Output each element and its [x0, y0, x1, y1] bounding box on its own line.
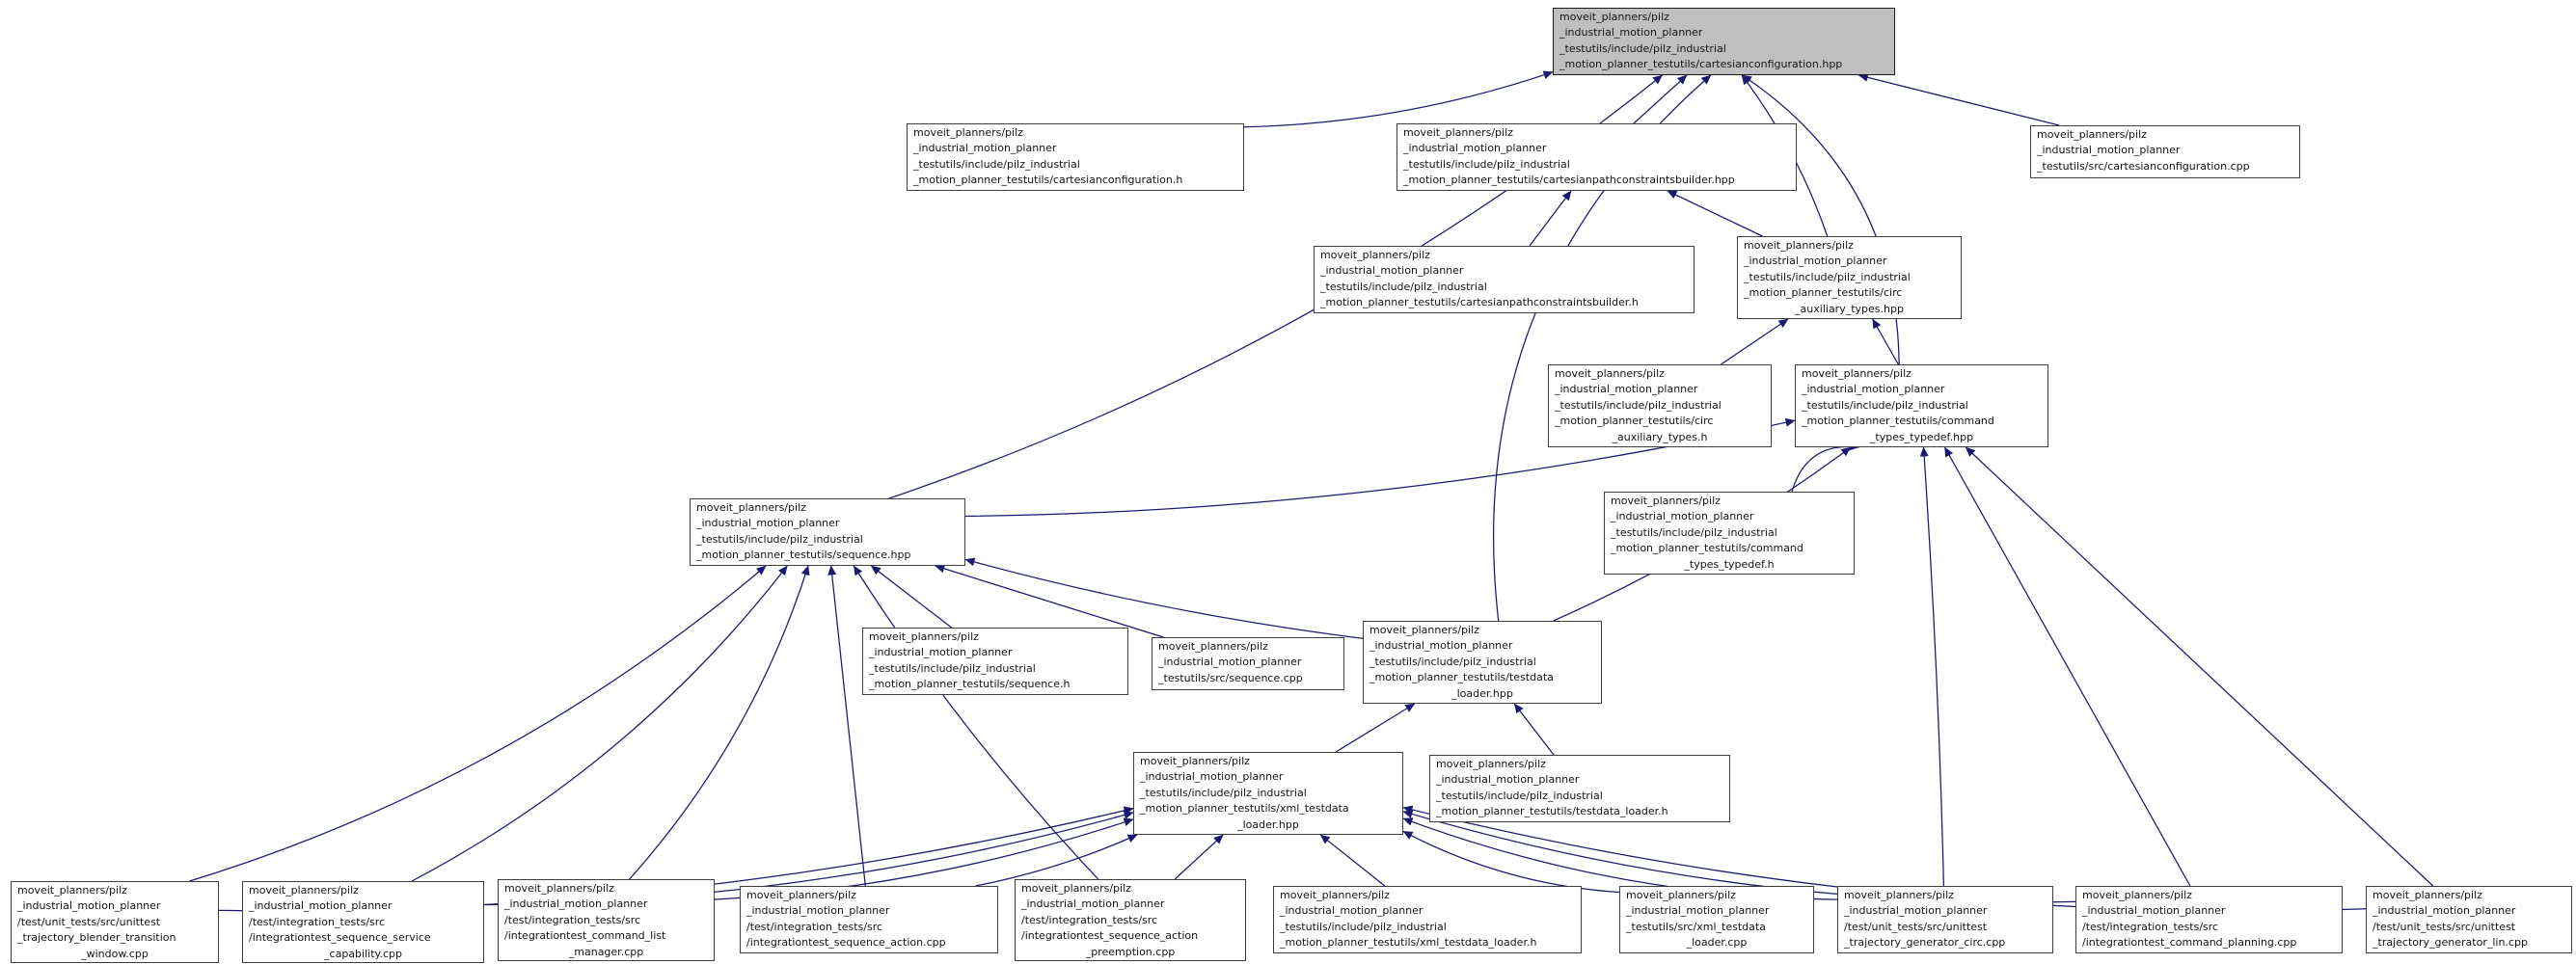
node-cartesianpathconstraintsbuilder-hpp[interactable]	[1396, 123, 1797, 191]
node-unittest-trajectory-generator-circ-cpp[interactable]	[1837, 886, 2053, 953]
node-label-line: _industrial_motion_planner	[869, 646, 1013, 659]
include-edge-integrationtest-command-planning-cpp-to-command-types-typedef-hpp	[1945, 447, 2190, 886]
node-sequence-hpp[interactable]	[690, 498, 965, 566]
include-edge-xml-testdata-loader-hpp-to-testdata-loader-hpp	[1336, 704, 1415, 752]
node-label-line: _industrial_motion_planner	[696, 517, 840, 530]
node-label-line: moveit_planners/pilz	[2373, 889, 2482, 901]
node-label-line: /integrationtest_command_planning.cpp	[2082, 936, 2297, 950]
node-label-line: _industrial_motion_planner	[1140, 770, 1284, 784]
node-label-line: /test/integration_tests/src	[2082, 920, 2219, 933]
node-label-line: _testutils/include/pilz_industrial	[1559, 41, 1726, 55]
node-xml-testdata-loader-cpp[interactable]	[1619, 886, 1814, 953]
node-integrationtest-sequence-action-preemption-cpp[interactable]	[1015, 879, 1246, 961]
node-label-line: moveit_planners/pilz	[746, 889, 856, 901]
node-label-line: moveit_planners/pilz	[2082, 889, 2192, 901]
node-label-line: _motion_planner_testutils/cartesianpathconstraintsbuilder.h	[1320, 296, 1639, 309]
node-label-line: _motion_planner_testutils/sequence.h	[869, 678, 1071, 691]
node-label-line: _motion_planner_testutils/testdata_loader.h	[1436, 805, 1668, 818]
node-label-line: _auxiliary_types.h	[1612, 430, 1708, 443]
include-edge-integrationtest-command-list-manager-cpp-to-sequence-hpp	[630, 566, 808, 879]
include-edge-integrationtest-sequence-action-preemption-cpp-to-xml-testdata-loader-hpp	[1175, 835, 1223, 879]
node-integrationtest-command-planning-cpp[interactable]	[2075, 886, 2343, 953]
node-sequence-h[interactable]	[862, 628, 1128, 695]
node-label-line: _industrial_motion_planner	[1744, 254, 1887, 268]
node-label-line: _loader.cpp	[1686, 936, 1748, 950]
node-label-line: moveit_planners/pilz	[913, 126, 1023, 139]
node-label-line: _capability.cpp	[324, 947, 402, 960]
node-label-line: moveit_planners/pilz	[1844, 889, 1954, 901]
node-label-line: moveit_planners/pilz	[1369, 624, 1479, 636]
node-label-line: moveit_planners/pilz	[1436, 758, 1546, 770]
node-label-line: _motion_planner_testutils/command	[1611, 542, 1803, 555]
node-label-line: _types_typedef.hpp	[1869, 430, 1974, 443]
include-edge-command-types-typedef-h-to-command-types-typedef-hpp	[1792, 446, 1859, 492]
node-label-line: _industrial_motion_planner	[746, 904, 890, 918]
include-edge-command-types-typedef-hpp-to-cartesianconfiguration-hpp	[1743, 75, 1900, 364]
node-label-line: moveit_planners/pilz	[504, 882, 614, 895]
node-label-line: _testutils/include/pilz_industrial	[1802, 398, 1968, 412]
node-label-line: _loader.hpp	[1237, 817, 1299, 831]
node-label-line: moveit_planners/pilz	[2037, 128, 2147, 141]
node-integrationtest-sequence-service-capability-cpp[interactable]	[242, 881, 484, 963]
node-label-line: /integrationtest_sequence_action	[1021, 929, 1199, 943]
node-label-line: _motion_planner_testutils/xml_testdata	[1140, 802, 1349, 816]
node-label-line: _loader.hpp	[1451, 686, 1513, 700]
node-label-line: _window.cpp	[81, 947, 149, 960]
node-label-line: _testutils/include/pilz_industrial	[1436, 789, 1603, 802]
include-edge-testdata-loader-hpp-to-sequence-hpp	[965, 559, 1363, 638]
node-label-line: _trajectory_generator_lin.cpp	[2373, 936, 2528, 950]
node-label-line: moveit_planners/pilz	[17, 884, 127, 897]
include-edge-cartesianconfiguration-h-to-cartesianconfiguration-hpp	[1244, 72, 1553, 127]
include-edge-sequence-cpp-to-sequence-hpp	[935, 566, 1163, 637]
node-command-types-typedef-hpp[interactable]	[1795, 364, 2048, 447]
node-label-line: _industrial_motion_planner	[1158, 656, 1302, 669]
include-edge-xml-testdata-loader-h-to-xml-testdata-loader-hpp	[1320, 835, 1385, 886]
node-label-line: moveit_planners/pilz	[1626, 889, 1736, 901]
node-label-line: _industrial_motion_planner	[1021, 897, 1165, 911]
node-label-line: /test/integration_tests/src	[249, 915, 386, 928]
node-label-line: _testutils/include/pilz_industrial	[1280, 920, 1447, 933]
node-integrationtest-sequence-action-cpp[interactable]	[740, 886, 998, 953]
node-label-line: moveit_planners/pilz	[1320, 249, 1430, 261]
node-label-line: moveit_planners/pilz	[1021, 882, 1131, 895]
node-label-line: moveit_planners/pilz	[1559, 11, 1669, 23]
include-edge-unittest-trajectory-generator-lin-cpp-to-command-types-typedef-hpp	[1966, 447, 2432, 886]
node-label-line: _motion_planner_testutils/xml_testdata_loader.h	[1280, 936, 1537, 950]
node-label-line: moveit_planners/pilz	[1611, 495, 1721, 507]
node-label-line: moveit_planners/pilz	[1744, 239, 1854, 252]
node-label-line: _testutils/include/pilz_industrial	[1320, 280, 1487, 293]
node-label-line: _motion_planner_testutils/testdata	[1369, 671, 1554, 684]
node-unittest-trajectory-blender-transition-window-cpp[interactable]	[11, 881, 219, 963]
node-label-line: _motion_planner_testutils/command	[1802, 415, 1994, 428]
include-edge-integrationtest-sequence-service-capability-cpp-to-sequence-hpp	[412, 566, 787, 881]
include-edge-circ-auxiliary-types-hpp-to-cartesianpathconstraintsbuilder-hpp	[1668, 191, 1763, 236]
node-label-line: _motion_planner_testutils/cartesianconfiguration.hpp	[1559, 58, 1843, 71]
node-label-line: _industrial_motion_planner	[2082, 904, 2226, 918]
node-label-line: moveit_planners/pilz	[869, 630, 979, 643]
include-edge-cartesianconfiguration-cpp-to-cartesianconfiguration-hpp	[1858, 75, 2059, 125]
node-label-line: _industrial_motion_planner	[1280, 904, 1424, 918]
node-label-line: moveit_planners/pilz	[1802, 367, 1912, 380]
node-label-line: /test/unit_tests/src/unittest	[1844, 920, 1988, 933]
node-label-line: moveit_planners/pilz	[249, 884, 359, 897]
node-label-line: moveit_planners/pilz	[1158, 640, 1268, 653]
node-label-line: _industrial_motion_planner	[17, 899, 161, 913]
node-integrationtest-command-list-manager-cpp[interactable]	[498, 879, 715, 961]
node-label-line: /integrationtest_command_list	[504, 929, 666, 943]
node-label-line: _industrial_motion_planner	[504, 897, 648, 911]
node-cartesianpathconstraintsbuilder-h[interactable]	[1314, 246, 1695, 313]
include-edge-integrationtest-sequence-action-preemption-cpp-to-sequence-hpp	[854, 566, 1098, 879]
node-testdata-loader-hpp[interactable]	[1363, 621, 1602, 704]
node-label-line: moveit_planners/pilz	[1280, 889, 1390, 901]
node-xml-testdata-loader-h[interactable]	[1273, 886, 1582, 953]
node-label-line: _industrial_motion_planner	[2373, 904, 2516, 918]
node-label-line: /integrationtest_sequence_service	[249, 931, 431, 945]
node-cartesianconfiguration-hpp[interactable]	[1553, 8, 1895, 75]
node-label-line: _trajectory_blender_transition	[17, 931, 176, 945]
include-edge-unittest-trajectory-generator-circ-cpp-to-command-types-typedef-hpp	[1924, 447, 1944, 886]
node-label-line: _auxiliary_types.hpp	[1795, 302, 1904, 315]
node-label-line: _testutils/include/pilz_industrial	[1744, 270, 1911, 283]
node-label-line: _testutils/include/pilz_industrial	[913, 157, 1080, 171]
node-label-line: _industrial_motion_planner	[1611, 510, 1754, 523]
node-sequence-cpp[interactable]	[1152, 637, 1344, 690]
node-label-line: _testutils/include/pilz_industrial	[1403, 157, 1570, 171]
node-unittest-trajectory-generator-lin-cpp[interactable]	[2366, 886, 2572, 953]
node-label-line: _testutils/include/pilz_industrial	[1611, 525, 1777, 539]
node-label-line: _motion_planner_testutils/cartesianpathconstraintsbuilder.hpp	[1403, 174, 1735, 187]
node-label-line: _preemption.cpp	[1085, 945, 1176, 958]
node-label-line: _testutils/include/pilz_industrial	[1140, 786, 1307, 799]
node-label-line: _industrial_motion_planner	[1559, 26, 1703, 40]
node-label-line: _types_typedef.h	[1684, 557, 1775, 571]
node-command-types-typedef-h[interactable]	[1604, 492, 1855, 575]
node-label-line: _industrial_motion_planner	[1844, 904, 1988, 918]
node-label-line: _motion_planner_testutils/circ	[1555, 415, 1714, 428]
node-label-line: _motion_planner_testutils/circ	[1744, 286, 1903, 300]
node-label-line: _industrial_motion_planner	[913, 142, 1057, 155]
node-label-line: /test/integration_tests/src	[746, 920, 883, 933]
node-cartesianconfiguration-h[interactable]	[907, 123, 1244, 191]
node-label-line: _manager.cpp	[568, 945, 644, 958]
node-label-line: /integrationtest_sequence_action.cpp	[746, 936, 946, 950]
include-edge-testdata-loader-h-to-testdata-loader-hpp	[1514, 704, 1554, 755]
node-circ-auxiliary-types-h[interactable]	[1548, 364, 1772, 447]
node-label-line: _testutils/include/pilz_industrial	[1369, 655, 1536, 668]
node-label-line: /test/unit_tests/src/unittest	[2373, 920, 2516, 933]
node-label-line: moveit_planners/pilz	[696, 501, 806, 514]
include-edge-integrationtest-sequence-action-cpp-to-sequence-hpp	[831, 566, 866, 886]
include-edge-command-types-typedef-hpp-to-circ-auxiliary-types-hpp	[1873, 319, 1899, 364]
node-label-line: _testutils/src/sequence.cpp	[1158, 671, 1303, 684]
include-edge-sequence-h-to-sequence-hpp	[871, 566, 951, 628]
node-label-line: _testutils/include/pilz_industrial	[1555, 398, 1722, 412]
node-label-line: _industrial_motion_planner	[2037, 144, 2181, 157]
node-label-line: _trajectory_generator_circ.cpp	[1844, 936, 2006, 950]
node-label-line: _industrial_motion_planner	[1555, 383, 1698, 396]
node-label-line: _industrial_motion_planner	[1436, 773, 1580, 787]
node-label-line: moveit_planners/pilz	[1140, 755, 1250, 767]
node-label-line: _industrial_motion_planner	[1626, 904, 1770, 918]
node-label-line: /test/integration_tests/src	[504, 913, 641, 926]
include-edge-cartesianpathconstraintsbuilder-hpp-to-cartesianconfiguration-hpp	[1634, 75, 1687, 123]
include-edge-circ-auxiliary-types-h-to-circ-auxiliary-types-hpp	[1722, 319, 1789, 364]
node-label-line: /test/integration_tests/src	[1021, 913, 1158, 926]
node-label-line: moveit_planners/pilz	[1555, 367, 1665, 380]
node-xml-testdata-loader-hpp[interactable]	[1133, 752, 1403, 835]
node-label-line: _testutils/src/cartesianconfiguration.cpp	[2037, 159, 2250, 173]
node-label-line: _testutils/include/pilz_industrial	[869, 661, 1036, 675]
node-cartesianconfiguration-cpp[interactable]	[2030, 125, 2300, 178]
node-label-line: _industrial_motion_planner	[1320, 264, 1464, 278]
node-label-line: _testutils/src/xml_testdata	[1626, 920, 1766, 933]
node-label-line: _industrial_motion_planner	[1802, 383, 1945, 396]
include-edge-unittest-trajectory-blender-transition-window-cpp-to-sequence-hpp	[190, 566, 767, 881]
include-edge-cartesianpathconstraintsbuilder-h-to-cartesianpathconstraintsbuilder-hpp	[1530, 191, 1571, 246]
node-label-line: _testutils/include/pilz_industrial	[696, 532, 863, 546]
node-label-line: _motion_planner_testutils/sequence.hpp	[696, 549, 911, 562]
node-circ-auxiliary-types-hpp[interactable]	[1737, 236, 1962, 319]
node-label-line: _motion_planner_testutils/cartesianconfiguration.h	[913, 174, 1183, 187]
node-label-line: _industrial_motion_planner	[1369, 639, 1513, 653]
node-testdata-loader-h[interactable]	[1429, 755, 1730, 822]
node-label-line: moveit_planners/pilz	[1403, 126, 1513, 139]
node-label-line: _industrial_motion_planner	[249, 899, 393, 913]
node-label-line: _industrial_motion_planner	[1403, 142, 1547, 155]
node-label-line: /test/unit_tests/src/unittest	[17, 915, 161, 928]
